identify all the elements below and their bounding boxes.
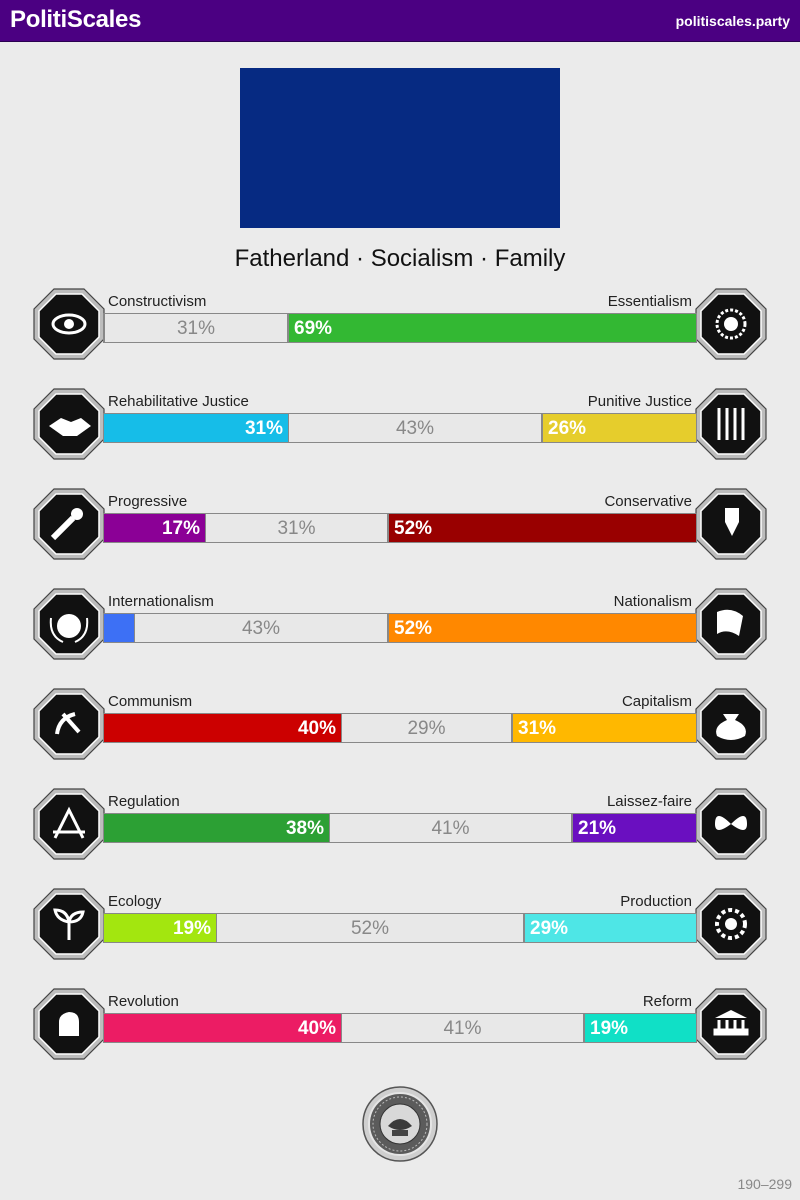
axis-bar [103,413,697,443]
axis-bar [103,1013,697,1043]
axis-right-label: Nationalism [613,593,692,610]
gear-icon [695,888,767,960]
axis-percent: 17% [161,518,200,539]
parliament-icon [695,988,767,1060]
axis-left-label: Ecology [108,893,162,910]
app-title[interactable]: PolitiScales [10,6,142,33]
seal-icon [362,1086,438,1162]
app-header [0,0,800,42]
ruler-compass-icon [33,788,105,860]
axis-percent: 26% [548,418,587,439]
axis-right-label: Reform [642,993,692,1010]
axis-left-label: Rehabilitative Justice [108,393,249,410]
hammer-sickle-icon [33,688,105,760]
axis-percent: 40% [297,718,336,739]
waving-flag-icon [695,588,767,660]
axis-percent: 43% [395,418,435,439]
result-range: 190–299 [737,1176,792,1192]
axis-right-segment [388,514,696,542]
axis-left-label: Internationalism [108,593,214,610]
axis-middle-segment [205,514,388,542]
axis-bar [103,513,697,543]
prison-bars-icon [695,388,767,460]
axis-left-segment [104,914,216,942]
axis-row [0,886,800,966]
axis-row [0,386,800,466]
axis-percent: 69% [294,318,333,339]
axis-percent: 31% [244,418,283,439]
axis-percent: 19% [172,918,211,939]
axis-middle-segment [104,314,288,342]
axis-bar [103,713,697,743]
axis-row [0,786,800,866]
axis-right-segment [572,814,696,842]
axis-middle-segment [341,714,512,742]
axis-left-label: Communism [108,693,193,710]
axis-percent: 31% [518,718,557,739]
axis-right-segment [388,614,696,642]
axis-bar [103,313,697,343]
axis-bar [103,613,697,643]
sprout-icon [33,888,105,960]
axis-right-segment [288,314,696,342]
axis-right-label: Production [620,893,692,910]
axis-left-label: Revolution [108,993,179,1010]
axis-middle-segment [134,614,388,642]
axis-percent: 40% [297,1018,336,1039]
flag-image [240,68,560,228]
axis-percent: 21% [578,818,617,839]
axis-right-segment [584,1014,696,1042]
axis-left-segment [104,714,341,742]
axis-right-segment [524,914,696,942]
axis-percent: 41% [431,818,470,839]
comet-icon [33,488,105,560]
axis-row [0,286,800,366]
axis-right-segment [512,714,696,742]
money-bag-icon [695,688,767,760]
axis-right-segment [542,414,696,442]
axis-percent: 19% [590,1018,629,1039]
axis-bar [103,913,697,943]
axis-middle-segment [216,914,524,942]
axis-percent: 43% [241,618,281,639]
axis-left-segment [104,814,329,842]
flower-icon [695,288,767,360]
butterflies-icon [695,788,767,860]
slogan: Fatherland · Socialism · Family [234,245,566,272]
axis-left-label: Progressive [108,493,188,510]
axis-percent: 52% [350,918,390,939]
axis-bar [103,813,697,843]
axis-percent: 52% [394,618,433,639]
axis-middle-segment [329,814,572,842]
handshake-icon [33,388,105,460]
axis-right-label: Capitalism [621,693,692,710]
axis-middle-segment [288,414,542,442]
axis-right-label: Punitive Justice [587,393,692,410]
axis-left-segment [104,514,205,542]
fountain-pen-icon [695,488,767,560]
axis-row [0,686,800,766]
axis-row [0,486,800,566]
axis-row [0,986,800,1066]
axis-left-label: Constructivism [108,293,207,310]
axis-percent: 41% [443,1018,482,1039]
eye-icon [33,288,105,360]
axis-right-label: Essentialism [607,293,692,310]
axis-left-segment [104,414,288,442]
axis-percent: 29% [530,918,569,939]
axis-percent: 38% [285,818,324,839]
axis-percent: 29% [407,718,446,739]
axis-middle-segment [341,1014,584,1042]
site-link[interactable]: politiscales.party [675,13,790,29]
axis-left-segment [104,1014,341,1042]
axis-left-label: Regulation [108,793,180,810]
axis-right-label: Laissez-faire [606,793,692,810]
axis-percent: 31% [277,518,316,539]
axis-left-segment [104,614,134,642]
fist-icon [33,988,105,1060]
axis-percent: 52% [394,518,433,539]
axis-right-label: Conservative [604,493,692,510]
axis-percent: 31% [176,318,216,339]
globe-laurel-icon [33,588,105,660]
axis-row [0,586,800,666]
